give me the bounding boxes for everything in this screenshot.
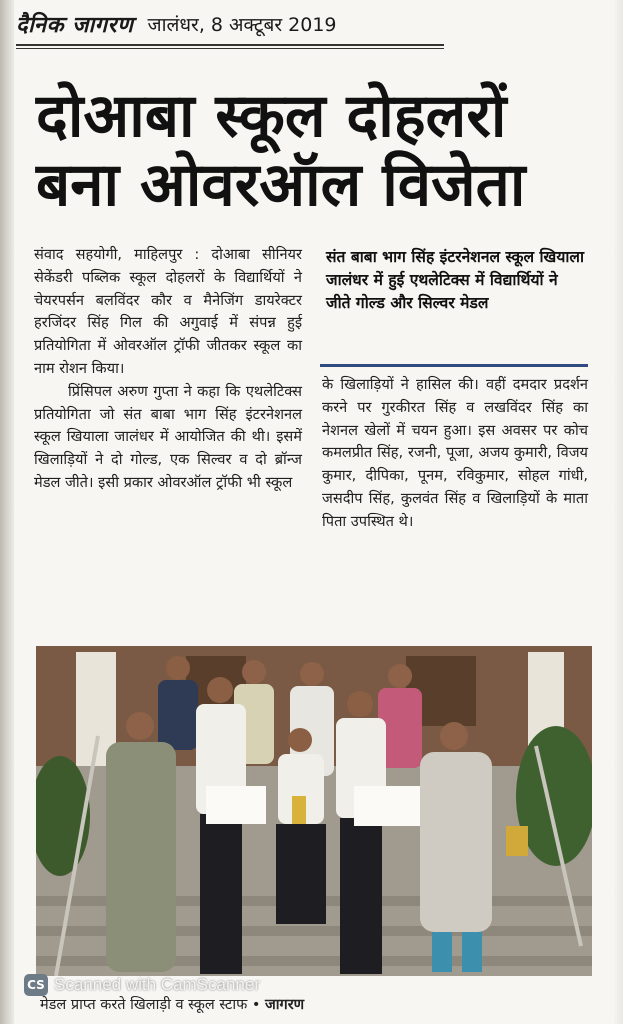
- headline: [36, 82, 596, 220]
- camscanner-logo-icon: CS: [24, 974, 48, 996]
- headline-line-1: दोआबा स्कूल दोहलरों: [36, 81, 507, 151]
- flower-pot: [506, 826, 528, 856]
- caption-separator: •: [251, 997, 266, 1013]
- subheadline: संत बाबा भाग सिंह इंटरनेशनल स्कूल खियाला जालंधर में हुई एथलेटिक्स में विद्यार्थियों ने जीते गोल्ड और सिल्वर मेडल: [326, 248, 585, 312]
- caption-text: मेडल प्राप्त करते खिलाड़ी व स्कूल स्टाफ: [40, 997, 248, 1013]
- article-paragraph: प्रिंसिपल अरुण गुप्ता ने कहा कि एथलेटिक्स प्रतियोगिता जो संत बाबा भाग सिंह इंटरनेशनल स्कूल खियाला जालंधर में आयोजित की थी। इसमें खिलाड़ियों ने दो गोल्ड, एक सिल्वर व दो ब्रॉन्ज मेडल जीते। इसी प्रकार ओवरऑल ट्रॉफी भी स्कूल: [34, 382, 302, 491]
- photo-caption: [40, 994, 460, 1014]
- edition-date: जालंधर, 8 अक्टूबर 2019: [147, 14, 337, 36]
- article-paragraph: संवाद सहयोगी, माहिलपुर : दोआबा सीनियर सेकेंडरी पब्लिक स्कूल दोहलरों के विद्यार्थियों ने चेयरपर्सन बलविंदर कौर व मैनेजिंग डायरेक्टर हरजिंदर सिंह गिल की अगुवाई में संपन्न हुई प्रतियोगिता में ओवरऑल ट्रॉफी जीतकर स्कूल का नाम रोशन किया।: [34, 246, 302, 377]
- group-photo: [36, 646, 592, 976]
- person-woman-left: [106, 712, 176, 972]
- masthead: [16, 4, 444, 44]
- article-column-left: [34, 244, 302, 495]
- page-edge-shade: [613, 0, 623, 1024]
- publication-name: दैनिक जागरण: [16, 13, 134, 38]
- article-paragraph: के खिलाड़ियों ने हासिल की। वहीं दमदार प्रदर्शन करने पर गुरकीरत सिंह व लखविंदर सिंह का नेशनल खेलों में चयन हुआ। इस अवसर पर कोच कमलप्रीत सिंह, रजनी, पूजा, अजय कुमारी, विजय कुमार, दीपिका, पूनम, रविकुमार, सोहल गांधी, जसदीप सिंह, कुलवंत सिंह व खिलाड़ियों के माता पिता उपस्थित थे।: [322, 376, 588, 530]
- person-student-girl: [276, 728, 326, 924]
- page-edge-shadow: [0, 0, 14, 1024]
- article-column-right: [322, 374, 588, 534]
- masthead-rule: [16, 44, 444, 49]
- subheadline-rule: [320, 364, 588, 367]
- headline-line-2: बना ओवरऑल विजेता: [36, 150, 526, 220]
- caption-credit: जागरण: [265, 997, 305, 1013]
- scanner-watermark: [24, 973, 260, 997]
- group-photo-illustration: [36, 646, 592, 976]
- watermark-text: Scanned with CamScanner: [54, 975, 261, 994]
